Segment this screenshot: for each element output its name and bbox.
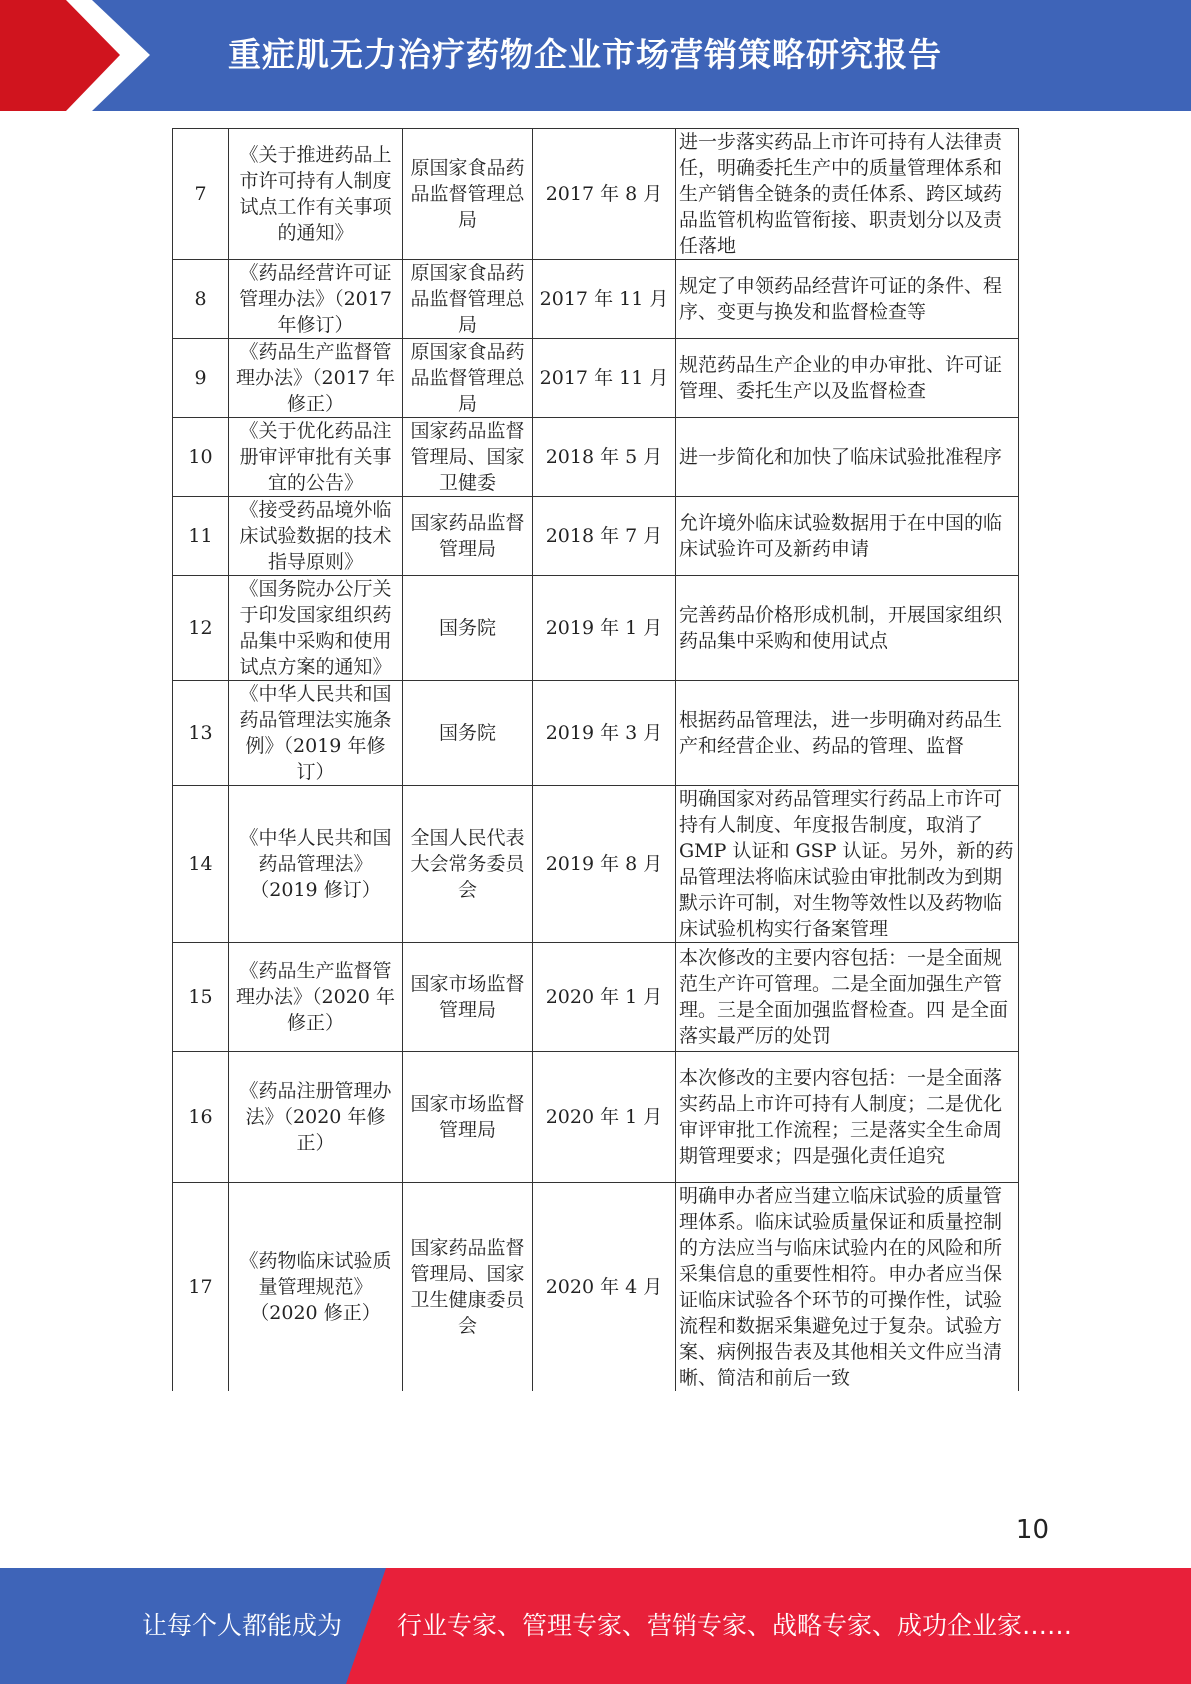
footer-slogan-right: 行业专家、管理专家、营销专家、战略专家、成功企业家…… bbox=[397, 1611, 1073, 1640]
regulation-description: 规定了申领药品经营许可证的条件、程序、变更与换发和监督检查等 bbox=[676, 260, 1019, 339]
regulation-description: 本次修改的主要内容包括：一是全面规范生产许可管理。二是全面加强生产管理。三是全面加强监督检查。四 是全面落实最严厉的处罚 bbox=[676, 943, 1019, 1052]
regulation-name: 《关于优化药品注册审评审批有关事宜的公告》 bbox=[229, 418, 403, 497]
issue-date: 2017 年 11 月 bbox=[533, 260, 676, 339]
issuing-authority: 国家药品监督管理局、国家卫生健康委员会 bbox=[403, 1183, 533, 1392]
regulation-name: 《药品生产监督管理办法》（2017 年修正） bbox=[229, 339, 403, 418]
row-number: 17 bbox=[173, 1183, 229, 1392]
issuing-authority: 国务院 bbox=[403, 681, 533, 786]
regulation-description: 进一步简化和加快了临床试验批准程序 bbox=[676, 418, 1019, 497]
row-number: 8 bbox=[173, 260, 229, 339]
issue-date: 2019 年 8 月 bbox=[533, 786, 676, 943]
table-row bbox=[173, 576, 1019, 681]
regulation-name: 《关于推进药品上市许可持有人制度试点工作有关事项的通知》 bbox=[229, 129, 403, 260]
page-footer bbox=[0, 1568, 1191, 1684]
row-number: 10 bbox=[173, 418, 229, 497]
table-row bbox=[173, 681, 1019, 786]
issuing-authority: 原国家食品药品监督管理总局 bbox=[403, 129, 533, 260]
footer-slogan-left: 让每个人都能成为 bbox=[142, 1611, 343, 1640]
issuing-authority: 国家药品监督管理局、国家卫健委 bbox=[403, 418, 533, 497]
row-number: 12 bbox=[173, 576, 229, 681]
issue-date: 2018 年 5 月 bbox=[533, 418, 676, 497]
issuing-authority: 原国家食品药品监督管理总局 bbox=[403, 339, 533, 418]
page-header bbox=[0, 0, 1191, 111]
issuing-authority: 原国家食品药品监督管理总局 bbox=[403, 260, 533, 339]
regulation-description: 根据药品管理法，进一步明确对药品生产和经营企业、药品的管理、监督 bbox=[676, 681, 1019, 786]
regulation-name: 《中华人民共和国药品管理法实施条例》（2019 年修订） bbox=[229, 681, 403, 786]
issue-date: 2018 年 7 月 bbox=[533, 497, 676, 576]
regulation-description: 进一步落实药品上市许可持有人法律责任，明确委托生产中的质量管理体系和生产销售全链条的责任体系、跨区域药品监管机构监管衔接、职责划分以及责任落地 bbox=[676, 129, 1019, 260]
row-number: 16 bbox=[173, 1052, 229, 1183]
regulation-name: 《药品经营许可证管理办法》（2017 年修订） bbox=[229, 260, 403, 339]
table-row bbox=[173, 1183, 1019, 1392]
regulation-name: 《药品生产监督管理办法》（2020 年修正） bbox=[229, 943, 403, 1052]
row-number: 11 bbox=[173, 497, 229, 576]
regulation-description: 完善药品价格形成机制，开展国家组织药品集中采购和使用试点 bbox=[676, 576, 1019, 681]
row-number: 13 bbox=[173, 681, 229, 786]
table-row bbox=[173, 339, 1019, 418]
issue-date: 2017 年 8 月 bbox=[533, 129, 676, 260]
issuing-authority: 国家药品监督管理局 bbox=[403, 497, 533, 576]
row-number: 9 bbox=[173, 339, 229, 418]
issue-date: 2019 年 3 月 bbox=[533, 681, 676, 786]
issue-date: 2017 年 11 月 bbox=[533, 339, 676, 418]
issuing-authority: 全国人民代表大会常务委员会 bbox=[403, 786, 533, 943]
regulation-name: 《药物临床试验质量管理规范》（2020 修正） bbox=[229, 1183, 403, 1392]
issue-date: 2019 年 1 月 bbox=[533, 576, 676, 681]
issue-date: 2020 年 1 月 bbox=[533, 1052, 676, 1183]
regulation-table bbox=[172, 128, 1019, 1391]
regulation-description: 本次修改的主要内容包括：一是全面落实药品上市许可持有人制度；二是优化审评审批工作流程；三是落实全生命周期管理要求；四是强化责任追究 bbox=[676, 1052, 1019, 1183]
table-row bbox=[173, 418, 1019, 497]
regulation-description: 明确国家对药品管理实行药品上市许可持有人制度、年度报告制度，取消了 GMP 认证和 GSP 认证。另外，新的药品管理法将临床试验由审批制改为到期默示许可制，对生物等效性以及药物临床试验机构实行备案管理 bbox=[676, 786, 1019, 943]
row-number: 15 bbox=[173, 943, 229, 1052]
issue-date: 2020 年 4 月 bbox=[533, 1183, 676, 1392]
table-row bbox=[173, 497, 1019, 576]
issue-date: 2020 年 1 月 bbox=[533, 943, 676, 1052]
issuing-authority: 国家市场监督管理局 bbox=[403, 1052, 533, 1183]
report-title: 重症肌无力治疗药物企业市场营销策略研究报告 bbox=[228, 35, 942, 74]
row-number: 7 bbox=[173, 129, 229, 260]
table-row bbox=[173, 943, 1019, 1052]
regulation-name: 《中华人民共和国药品管理法》（2019 修订） bbox=[229, 786, 403, 943]
row-number: 14 bbox=[173, 786, 229, 943]
table-row bbox=[173, 1052, 1019, 1183]
table-row bbox=[173, 260, 1019, 339]
regulation-name: 《接受药品境外临床试验数据的技术指导原则》 bbox=[229, 497, 403, 576]
regulation-description: 允许境外临床试验数据用于在中国的临床试验许可及新药申请 bbox=[676, 497, 1019, 576]
regulation-name: 《药品注册管理办法》（2020 年修正） bbox=[229, 1052, 403, 1183]
regulation-name: 《国务院办公厅关于印发国家组织药品集中采购和使用试点方案的通知》 bbox=[229, 576, 403, 681]
regulation-description: 明确申办者应当建立临床试验的质量管理体系。临床试验质量保证和质量控制的方法应当与临床试验内在的风险和所采集信息的重要性相符。申办者应当保证临床试验各个环节的可操作性，试验流程和数据采集避免过于复杂。试验方案、病例报告表及其他相关文件应当清晰、简洁和前后一致 bbox=[676, 1183, 1019, 1392]
issuing-authority: 国家市场监督管理局 bbox=[403, 943, 533, 1052]
table-row bbox=[173, 786, 1019, 943]
page-number: 10 bbox=[1015, 1515, 1049, 1545]
regulation-description: 规范药品生产企业的申办审批、许可证管理、委托生产以及监督检查 bbox=[676, 339, 1019, 418]
issuing-authority: 国务院 bbox=[403, 576, 533, 681]
table-row bbox=[173, 129, 1019, 260]
